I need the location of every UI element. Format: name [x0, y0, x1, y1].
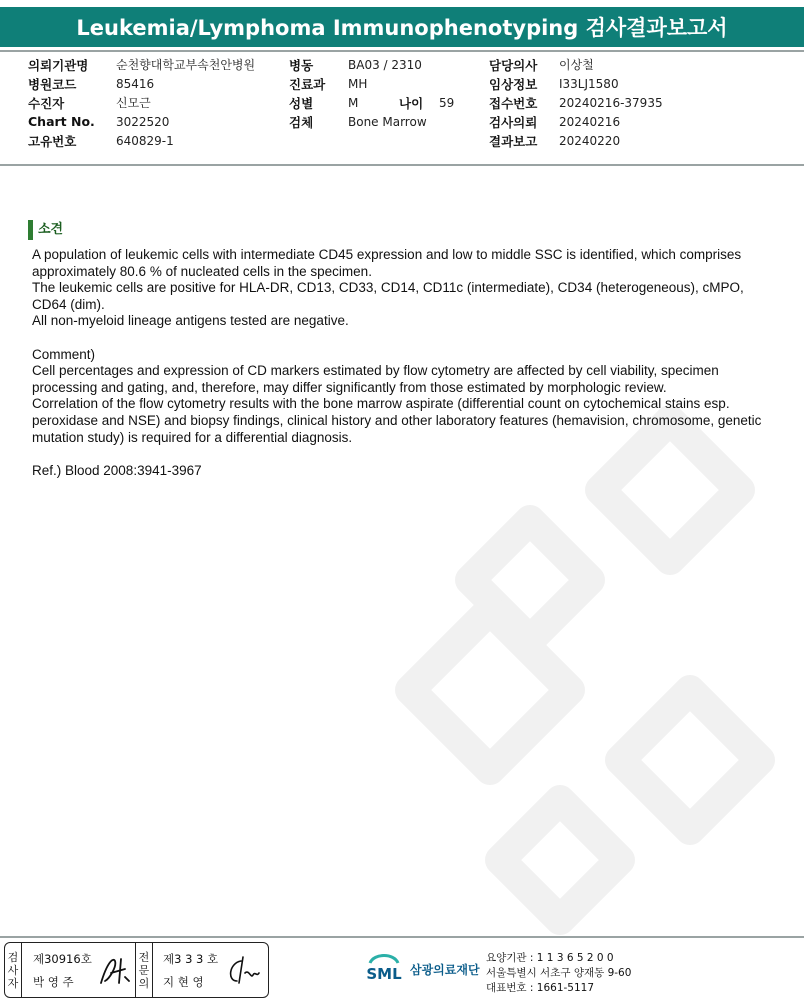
comment-label: Comment) — [32, 346, 96, 362]
confirmer-license-no: 제3 3 3 호 — [163, 952, 219, 966]
signature-box — [4, 942, 269, 998]
organization-info — [486, 951, 631, 996]
sml-logo-icon — [364, 949, 404, 989]
header-column-patient — [28, 55, 255, 150]
field-value-report-date: 20240220 — [559, 133, 621, 148]
field-value-sex: M — [348, 95, 359, 110]
field-value-hospital-code: 85416 — [116, 76, 155, 91]
field-value-unique-no: 640829-1 — [116, 133, 174, 148]
field-value-hospital: 순천향대학교부속천안병원 — [116, 58, 256, 72]
field-label: Chart No. — [28, 114, 95, 129]
findings-text — [32, 247, 772, 479]
org-phone: 대표번호 : 1661-5117 — [486, 982, 595, 994]
confirmer-name: 지 현 영 — [163, 975, 204, 989]
header-top-divider — [0, 50, 804, 52]
header-bottom-divider — [0, 164, 804, 166]
field-label: 의뢰기관명 — [28, 57, 89, 73]
findings-paragraph: A population of leukemic cells with intermediate CD45 expression and low to middle SSC is identified, which comprises approximately 80.6 % of nucleated cells in the specimen. — [32, 247, 742, 279]
field-value-ward: BA03 / 2310 — [348, 57, 422, 72]
header-column-order — [489, 55, 663, 150]
field-label: 수진자 — [28, 95, 65, 111]
tester-license-no: 제30916호 — [33, 952, 92, 966]
header-column-ward — [289, 55, 454, 131]
field-value-specimen: Bone Marrow — [348, 114, 427, 129]
comment-paragraph: Cell percentages and expression of CD markers estimated by flow cytometry are affected by cell viability, specimen processing and gating, and, therefore, may differ significantly from those estimated by morphologic review. — [32, 363, 719, 395]
org-address: 서울특별시 서초구 양재동 9-60 — [486, 967, 632, 979]
field-value-age: 59 — [439, 95, 455, 110]
footer-divider — [0, 936, 804, 938]
field-value-chart-no: 3022520 — [116, 114, 170, 129]
organization-logo — [364, 948, 480, 990]
comment-paragraph: Correlation of the flow cytometry results with the bone marrow aspirate (differential count on cytochemical stains esp. peroxidase and NSE) and biopsy findings, clinical history and other laboratory features (hemavision, chromosome, genetic mutation study) is required for a differential diagnosis. — [32, 396, 762, 445]
reference: Ref.) Blood 2008:3941-3967 — [32, 462, 202, 478]
org-code: 요양기관 : 1 1 3 6 5 2 0 0 — [486, 952, 614, 964]
field-label: 병동 — [289, 57, 314, 73]
field-value-request-date: 20240216 — [559, 114, 621, 129]
report-title: Leukemia/Lymphoma Immunophenotyping 검사결과보고서 — [0, 7, 804, 47]
field-label: 담당의사 — [489, 57, 538, 73]
field-label: 접수번호 — [489, 95, 538, 111]
field-value-clinical-info: I33LJ1580 — [559, 76, 619, 91]
field-label: 고유번호 — [28, 133, 77, 149]
field-label: 병원코드 — [28, 76, 77, 92]
confirmer-label: 전 문 의 — [135, 943, 153, 997]
tester-name: 박 영 주 — [33, 975, 74, 989]
field-value-receipt-no: 20240216-37935 — [559, 95, 663, 110]
findings-paragraph: The leukemic cells are positive for HLA-DR, CD13, CD33, CD14, CD11c (intermediate), CD34 (heterogeneous), cMPO, CD64 (dim). — [32, 280, 744, 312]
tester-signature-icon — [97, 953, 133, 989]
confirmer-signature-icon — [223, 953, 263, 989]
field-value-patient: 신모근 — [116, 96, 151, 110]
findings-paragraph: All non-myeloid lineage antigens tested are negative. — [32, 313, 349, 329]
field-label: 검사의뢰 — [489, 114, 538, 130]
field-label: 검체 — [289, 114, 314, 130]
field-value-department: MH — [348, 76, 368, 91]
field-label: 임상정보 — [489, 76, 538, 92]
section-title-findings: 소견 — [28, 220, 63, 240]
field-value-physician: 이상철 — [559, 58, 594, 72]
field-label: 진료과 — [289, 76, 326, 92]
field-label: 성별 — [289, 95, 314, 111]
organization-name: 삼광의료재단 — [410, 962, 480, 977]
logo-text: SML — [366, 965, 402, 983]
field-label-age: 나이 — [399, 95, 424, 111]
field-label: 결과보고 — [489, 133, 538, 149]
tester-label: 검 사 자 — [5, 943, 22, 997]
